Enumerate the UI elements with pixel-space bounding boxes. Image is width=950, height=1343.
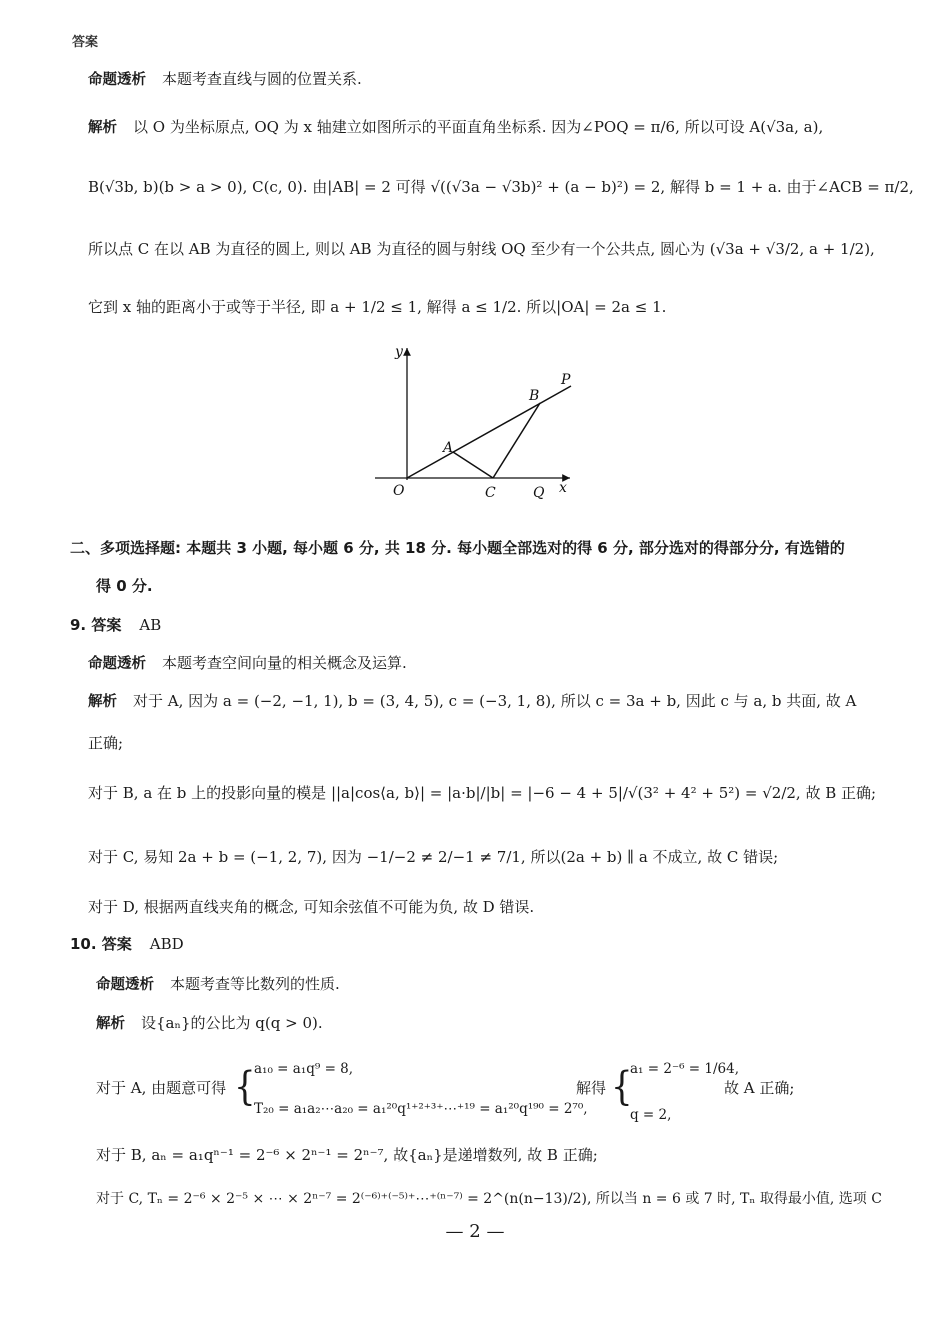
label-o: O [393,483,405,499]
q10-system-2-eq1: a₁ = 2⁻⁶ = 1/64, [630,1061,739,1077]
q10-analysis [96,973,340,996]
q9-solution-b: 对于 B, a 在 b 上的投影向量的模是 ||a|cos⟨a, b⟩| = |a·b|/|b| = |−6 − 4 + 5|/√(3² + 4² + 5²) = √2/2, 故 B 正确; [88,784,877,802]
q10-solution-c: 对于 C, Tₙ = 2⁻⁶ × 2⁻⁵ × ⋯ × 2ⁿ⁻⁷ = 2⁽⁻⁶⁾⁺⁽⁻⁵⁾⁺⋯⁺⁽ⁿ⁻⁷⁾ = 2^(n(n−13)/2), 所以当 n = 6 或 7 时, Tₙ 取得最小值, 选项 C [96,1191,882,1207]
solution-label: 解析 [88,694,117,710]
q10-system-1-eq2: T₂₀ = a₁a₂⋯a₂₀ = a₁²⁰q¹⁺²⁺³⁺⋯⁺¹⁹ = a₁²⁰q¹⁹⁰ = 2⁷⁰, [254,1101,588,1117]
q8-solution-line-1 [88,116,823,139]
label-x: x [559,480,567,496]
q9-solution-a-cont: 正确; [88,734,124,752]
brace-left-1: { [234,1064,256,1110]
q10-solution-b: 对于 B, aₙ = a₁qⁿ⁻¹ = 2⁻⁶ × 2ⁿ⁻¹ = 2ⁿ⁻⁷, 故{aₙ}是递增数列, 故 B 正确; [96,1146,598,1164]
section-2-title-cont: 得 0 分. [96,577,153,595]
analysis-text: 本题考查空间向量的相关概念及运算. [162,654,407,672]
brace-left-2: { [611,1064,633,1110]
q10-system-1-eq1: a₁₀ = a₁q⁹ = 8, [254,1061,354,1077]
analysis-text: 本题考查等比数列的性质. [170,975,340,993]
q9-analysis [88,652,407,675]
q9-number: 9. 答案 [70,616,122,634]
q10-a-suffix: 故 A 正确; [724,1079,795,1097]
analysis-label: 命题透析 [88,656,146,672]
section-2-title: 二、多项选择题: 本题共 3 小题, 每小题 6 分, 共 18 分. 每小题全部选对的得 6 分, 部分选对的得部分分, 有选错的 [70,539,845,557]
coordinate-figure [365,340,585,505]
q10-number: 10. 答案 [70,935,132,953]
solution-text: 以 O 为坐标原点, OQ 为 x 轴建立如图所示的平面直角坐标系. 因为∠POQ = π/6, 所以可设 A(√3a, a), [133,118,824,136]
q8-analysis [88,68,362,91]
analysis-label: 命题透析 [88,72,146,88]
q9-solution-a [88,690,856,713]
label-b: B [529,388,540,404]
solution-label: 解析 [88,120,117,136]
q10-answer [70,933,184,955]
q9-solution-d: 对于 D, 根据两直线夹角的概念, 可知余弦值不可能为负, 故 D 错误. [88,898,535,916]
page-number: — 2 — [445,1221,505,1242]
q8-solution-line-2: B(√3b, b)(b > a > 0), C(c, 0). 由|AB| = 2 可得 √((√3a − √3b)² + (a − b)²) = 2, 解得 b = 1 + a. 由于∠ACB = π/2, [88,178,914,196]
segment-ac [453,452,493,478]
label-p: P [561,372,571,388]
label-y: y [395,344,403,360]
label-a: A [443,440,454,456]
q9-answer-value: AB [139,616,162,634]
segment-cb [493,403,540,478]
q10-a-prefix: 对于 A, 由题意可得 [96,1079,227,1097]
q10-solution [96,1012,323,1035]
ray-op [407,386,571,478]
solution-label: 解析 [96,1016,125,1032]
q8-solution-line-4: 它到 x 轴的距离小于或等于半径, 即 a + 1/2 ≤ 1, 解得 a ≤ 1/2. 所以|OA| = 2a ≤ 1. [88,298,667,316]
q8-solution-line-3: 所以点 C 在以 AB 为直径的圆上, 则以 AB 为直径的圆与射线 OQ 至少有一个公共点, 圆心为 (√3a + √3/2, a + 1/2), [88,240,875,258]
q10-system-2-eq2: q = 2, [630,1107,672,1123]
label-c: C [485,485,496,501]
solution-text: 设{aₙ}的公比为 q(q > 0). [141,1014,323,1032]
q9-solution-c: 对于 C, 易知 2a + b = (−1, 2, 7), 因为 −1/−2 ≠ 2/−1 ≠ 7/1, 所以(2a + b) ∥ a 不成立, 故 C 错误; [88,848,779,866]
q9-answer [70,614,161,636]
analysis-label: 命题透析 [96,977,154,993]
solution-text: 对于 A, 因为 a = (−2, −1, 1), b = (3, 4, 5), c = (−3, 1, 8), 所以 c = 3a + b, 因此 c 与 a, b 共面, 故 A [133,692,857,710]
q10-answer-value: ABD [149,935,184,953]
analysis-text: 本题考查直线与圆的位置关系. [162,70,362,88]
label-q: Q [533,485,545,501]
q10-a-mid: 解得 [576,1079,607,1097]
figure-svg [365,340,585,505]
top-fragment: 答案 [72,35,99,50]
